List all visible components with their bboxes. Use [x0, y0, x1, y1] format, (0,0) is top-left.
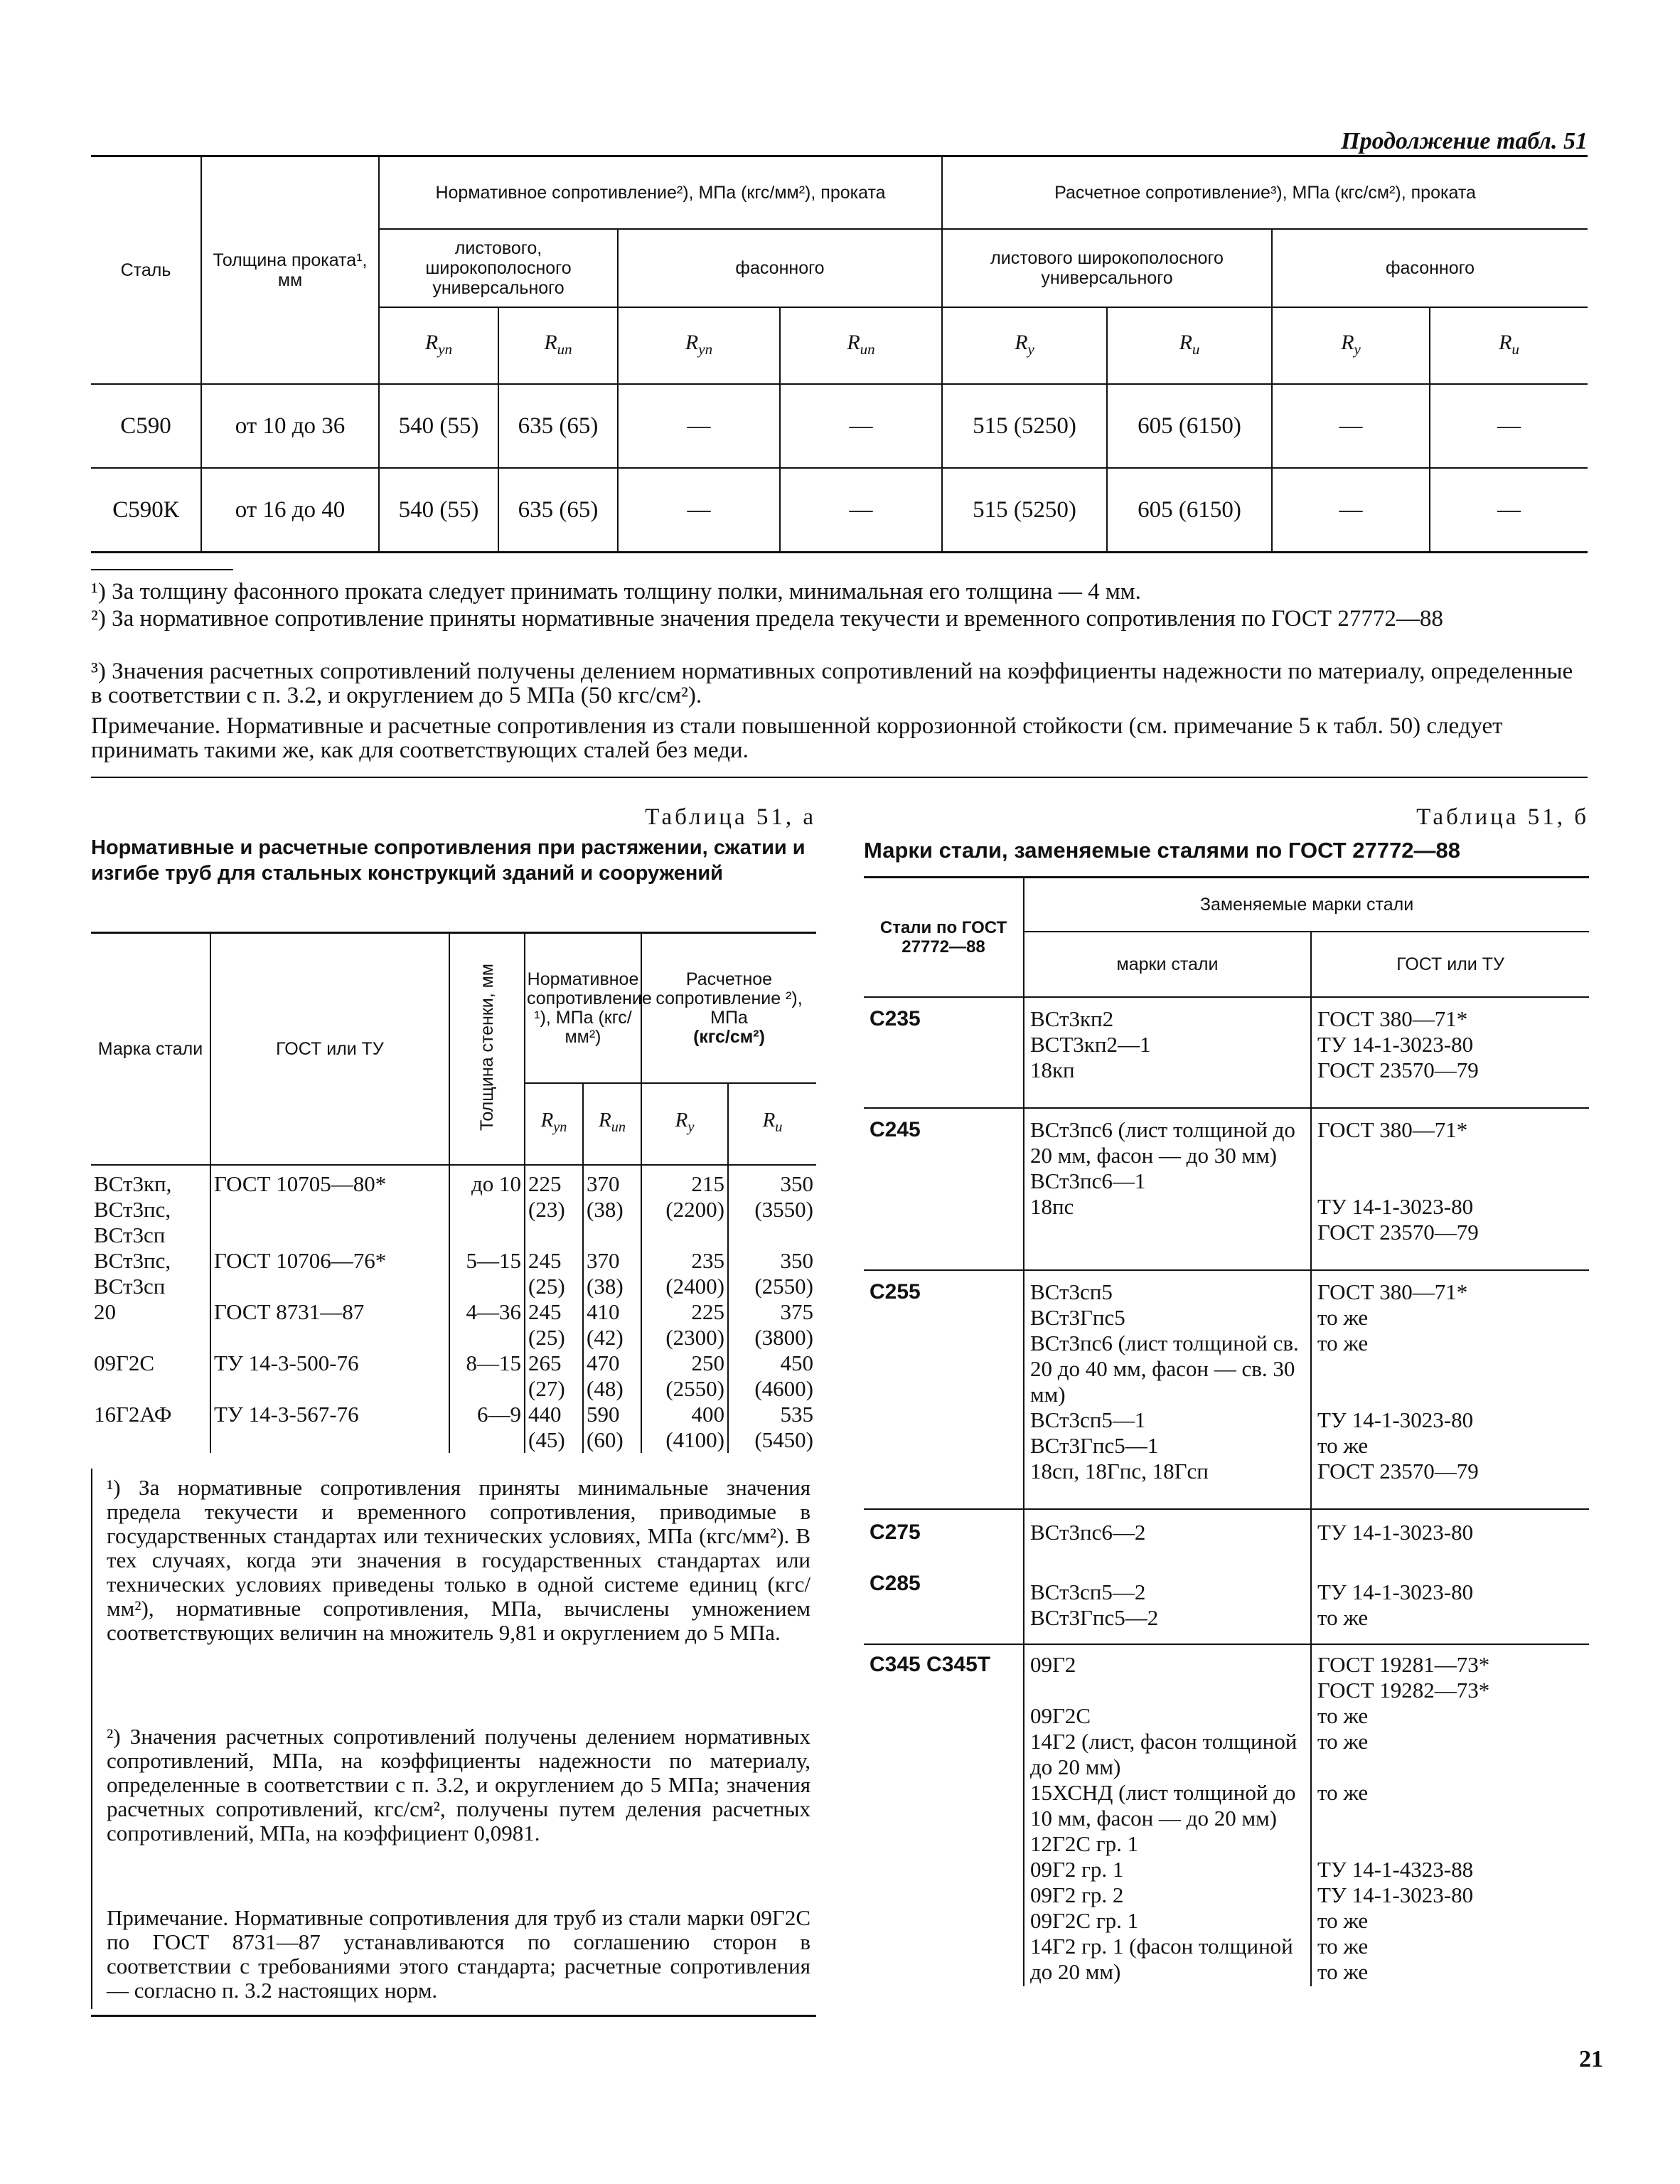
design-units: (кгс/см²): [693, 1026, 765, 1047]
cell-ru-sheet: 605 (6150): [1107, 468, 1272, 553]
symbol-r: R: [1015, 330, 1028, 354]
standard-line: ТУ 14-1-3023-80: [1317, 1520, 1474, 1545]
cell-ru-sheet: 605 (6150): [1107, 384, 1272, 468]
cell-steel: С275: [864, 1509, 1024, 1564]
design-label: Расчетное сопротивление ²), МПа: [656, 969, 803, 1028]
page-number: 21: [1579, 2046, 1603, 2072]
cell-ru-shaped: —: [1430, 468, 1588, 553]
grade-line: 14Г2 гр. 1 (фасон толщиной до 20 мм): [1030, 1934, 1293, 1984]
cell-ry: 400 (4100): [641, 1402, 728, 1453]
col-wall: [449, 933, 525, 1166]
grade-line: ВСт3кп2: [1030, 1006, 1114, 1031]
cell-run-shaped: —: [780, 384, 942, 468]
grade-line: 18кп: [1030, 1058, 1075, 1082]
col-sheet-normative: листового, широкополосного универсального: [379, 229, 618, 307]
cell-standards: [1311, 1270, 1589, 1509]
col-thickness: Толщина проката¹, мм: [201, 156, 379, 385]
grade-line: 12Г2С гр. 1: [1030, 1831, 1139, 1856]
grade-line: ВСт3сп5: [1030, 1279, 1113, 1304]
col-replaced: Заменяемые марки стали: [1024, 878, 1589, 932]
cell-steel: С245: [864, 1108, 1024, 1270]
cell-standard: ГОСТ 10706—76*: [210, 1248, 449, 1299]
symbol-r: R: [685, 330, 699, 354]
cell-ryn: 265 (27): [525, 1351, 583, 1402]
cell-grade: ВСт3кп, ВСт3пс, ВСт3сп: [94, 1171, 172, 1247]
grade-line: 09Г2 гр. 1: [1030, 1857, 1124, 1882]
cell-grade: 20: [94, 1299, 116, 1324]
col-standard: ГОСТ или ТУ: [210, 933, 449, 1166]
cell-ryn: 225 (23): [525, 1165, 583, 1248]
col-ryn-shaped: [618, 307, 780, 384]
col-sheet-design: листового широкополосного универсального: [942, 229, 1272, 307]
col-ryn: [525, 1083, 583, 1165]
standard-spacer: [1317, 1356, 1583, 1407]
symbol-sub: u: [1512, 340, 1519, 358]
col-ryn-sheet: [379, 307, 498, 384]
cell-ry: 225 (2300): [641, 1299, 728, 1351]
col-grades: марки стали: [1024, 932, 1311, 997]
col-ru-sheet: [1107, 307, 1272, 384]
standard-line: то же: [1317, 1305, 1369, 1330]
standard-line: ГОСТ 380—71*: [1317, 1279, 1468, 1304]
standard-line: то же: [1317, 1729, 1369, 1754]
cell-ru: 535 (5450): [728, 1402, 816, 1453]
table-51b: [864, 876, 1589, 1986]
table51a-note-remark: Примечание. Нормативные сопротивления для труб из стали марки 09Г2С по ГОСТ 8731—87 устанавливаются по соглашению сторон в соответствии с требованиями этого стандарта; расчетные сопротивления — согласно п. 3.2 настоящих норм.: [107, 1905, 810, 2003]
col-steel: Сталь: [91, 156, 201, 385]
cell-grades: [1024, 1564, 1311, 1644]
grade-line: ВСт3сп5—1: [1030, 1407, 1146, 1432]
standard-spacer: [1317, 1754, 1583, 1780]
cell-ry-shaped: —: [1272, 384, 1430, 468]
cell-standards: [1311, 1564, 1589, 1644]
cell-standards: [1311, 997, 1589, 1108]
cell-standards: [1311, 1108, 1589, 1270]
cell-run: 370 (38): [583, 1248, 641, 1299]
grade-line: 09Г2С гр. 1: [1030, 1908, 1139, 1933]
cell-steel: С590: [91, 384, 201, 468]
cell-steel: С285: [870, 1572, 921, 1595]
footnote-rule: [91, 569, 233, 570]
grade-line: 09Г2: [1030, 1652, 1076, 1677]
cell-ryn-shaped: —: [618, 468, 780, 553]
table51-note-2: ²) За нормативное сопротивление приняты нормативные значения предела текучести и временного сопротивления по ГОСТ 27772—88: [91, 606, 1443, 632]
col-steel: Стали по ГОСТ 27772—88: [879, 918, 1007, 957]
standard-line: то же: [1317, 1908, 1369, 1933]
standard-line: ТУ 14-1-3023-80: [1317, 1032, 1474, 1057]
symbol-r: R: [540, 1109, 554, 1132]
table51a-notes-border: [91, 1469, 92, 2009]
table-row: [864, 1509, 1589, 1564]
cell-grades: [1024, 1509, 1311, 1564]
cell-ryn-sheet: 540 (55): [379, 468, 498, 553]
standard-line: ТУ 14-1-3023-80: [1317, 1882, 1474, 1907]
standard-line: ГОСТ 19282—73*: [1317, 1678, 1490, 1703]
cell-grade: ВСт3пс, ВСт3сп: [94, 1248, 171, 1299]
table-row: [91, 1165, 816, 1248]
cell-standards: [1311, 1644, 1589, 1986]
cell-standard: ТУ 14-3-567-76: [210, 1402, 449, 1453]
col-ry-sheet: [942, 307, 1107, 384]
cell-ryn: 245 (25): [525, 1299, 583, 1351]
symbol-r: R: [1499, 330, 1512, 354]
cell-ru-shaped: —: [1430, 384, 1588, 468]
symbol-r: R: [424, 330, 439, 354]
table51a-bottom-rule: [91, 2015, 816, 2017]
cell-ryn: 245 (25): [525, 1248, 583, 1299]
standard-line: ГОСТ 19281—73*: [1317, 1652, 1490, 1677]
symbol-sub: yn: [438, 340, 453, 358]
symbol-sub: yn: [553, 1119, 567, 1135]
grade-line: 14Г2 (лист, фасон толщиной до 20 мм): [1030, 1729, 1298, 1779]
col-ry: [641, 1083, 728, 1165]
standard-line: ГОСТ 380—71*: [1317, 1117, 1468, 1142]
table-row: [864, 1270, 1589, 1509]
cell-thickness: от 16 до 40: [201, 468, 379, 553]
standard-line: ГОСТ 23570—79: [1317, 1220, 1479, 1245]
cell-grades: [1024, 1270, 1311, 1509]
section-divider: [91, 777, 1588, 778]
table51a-note-2: ²) Значения расчетных сопротивлений получены делением нормативных сопротивлений, МПа, на коэффициенты надежности по материалу, определенные в соответствии с п. 3.2, и округлением до 5 МПа; значения расчетных сопротивлений, кгс/см², получены путем деления расчетных сопротивлений, МПа, на коэффициент 0,0981.: [107, 1724, 810, 1845]
symbol-sub: un: [860, 340, 875, 358]
grade-line: 18пс: [1030, 1194, 1074, 1219]
col-run-shaped: [780, 307, 942, 384]
cell-steel: С235: [864, 997, 1024, 1108]
table-row: [864, 1644, 1589, 1986]
table51b-caption: [864, 804, 1589, 863]
continuation-title: Продолжение табл. 51: [1341, 128, 1588, 154]
col-shaped-normative: фасонного: [618, 229, 942, 307]
cell-run: 590 (60): [583, 1402, 641, 1453]
cell-ru: 350 (2550): [728, 1248, 816, 1299]
symbol-sub: y: [1354, 340, 1361, 358]
table51-note-3: ³) Значения расчетных сопротивлений получены делением нормативных сопротивлений на коэффициенты надежности по материалу, определенные в соответствии с п. 3.2, и округлением до 5 МПа (50 кгс/см²).: [91, 659, 1573, 708]
cell-run-sheet: 635 (65): [498, 468, 618, 553]
symbol-r: R: [1179, 330, 1192, 354]
standard-line: то же: [1317, 1780, 1369, 1805]
table-row: [91, 468, 1588, 553]
cell-run-shaped: —: [780, 468, 942, 553]
grade-line: ВСт3сп5—2: [1030, 1580, 1146, 1604]
cell-run-sheet: 635 (65): [498, 384, 618, 468]
symbol-r: R: [544, 330, 557, 354]
table-row: [864, 1108, 1589, 1270]
standard-spacer: [1317, 1143, 1583, 1194]
cell-ryn-sheet: 540 (55): [379, 384, 498, 468]
grade-line: ВСТ3кп2—1: [1030, 1032, 1151, 1057]
cell-run: 470 (48): [583, 1351, 641, 1402]
grade-line: ВСт3пс6—1: [1030, 1168, 1146, 1193]
standard-line: ТУ 14-1-3023-80: [1317, 1407, 1474, 1432]
col-design: Расчетное сопротивление³), МПа (кгс/см²), проката: [942, 156, 1588, 230]
cell-wall: 8—15: [449, 1351, 525, 1402]
standard-line: ТУ 14-1-3023-80: [1317, 1194, 1474, 1219]
grade-line: ВСт3пс6—2: [1030, 1520, 1146, 1545]
standard-line: ГОСТ 380—71*: [1317, 1006, 1468, 1031]
standard-line: то же: [1317, 1433, 1369, 1458]
table-row: [91, 1299, 816, 1351]
col-ry-shaped: [1272, 307, 1430, 384]
cell-ru: 450 (4600): [728, 1351, 816, 1402]
symbol-r: R: [847, 330, 860, 354]
cell-ry: 250 (2550): [641, 1351, 728, 1402]
cell-standards: [1311, 1509, 1589, 1564]
symbol-r: R: [599, 1109, 611, 1132]
table-row: [91, 384, 1588, 468]
table-row: [91, 1248, 816, 1299]
standard-line: то же: [1317, 1331, 1369, 1355]
grade-line: 09Г2С: [1030, 1703, 1091, 1728]
cell-ry-shaped: —: [1272, 468, 1430, 553]
standard-spacer: [1317, 1806, 1583, 1857]
cell-grade: 09Г2С: [94, 1351, 155, 1375]
table-row: [864, 997, 1589, 1108]
grade-line: 15ХСНД (лист толщиной до 10 мм, фасон — до 20 мм): [1030, 1780, 1296, 1831]
cell-steel: С590К: [112, 496, 179, 523]
col-ru-shaped: [1430, 307, 1588, 384]
cell-grade: 16Г2АФ: [94, 1402, 172, 1427]
col-design: [641, 933, 816, 1084]
grade-line: ВСт3Гпс5: [1030, 1305, 1125, 1330]
col-normative: Нормативное сопротивление ¹), МПа (кгс/мм²): [525, 933, 641, 1084]
symbol-sub: u: [775, 1119, 783, 1135]
standard-line: то же: [1317, 1934, 1369, 1959]
cell-thickness: от 10 до 36: [201, 384, 379, 468]
grade-line: ВСт3Гпс5—2: [1030, 1605, 1159, 1630]
standard-line: то же: [1317, 1959, 1369, 1984]
cell-run: 410 (42): [583, 1299, 641, 1351]
symbol-sub: un: [611, 1119, 626, 1135]
cell-ryn: 440 (45): [525, 1402, 583, 1453]
cell-steel: С345 С345Т: [864, 1644, 1024, 1986]
grade-line: ВСт3пс6 (лист толщиной до 20 мм, фасон — до 30 мм): [1030, 1117, 1295, 1168]
grade-line: 18сп, 18Гпс, 18Гсп: [1030, 1459, 1209, 1483]
cell-grades: [1024, 997, 1311, 1108]
standard-line: ГОСТ 23570—79: [1317, 1459, 1479, 1483]
symbol-r: R: [675, 1109, 688, 1132]
cell-ry: 215 (2200): [641, 1165, 728, 1248]
standard-line: то же: [1317, 1703, 1369, 1728]
col-normative: Нормативное сопротивление²), МПа (кгс/мм²), проката: [379, 156, 942, 230]
symbol-r: R: [1341, 330, 1354, 354]
grade-line: ВСт3Гпс5—1: [1030, 1433, 1159, 1458]
cell-wall: до 10: [449, 1165, 525, 1248]
cell-standard: ГОСТ 8731—87: [210, 1299, 449, 1351]
table-row: [864, 1564, 1589, 1644]
symbol-sub: yn: [698, 340, 713, 358]
symbol-sub: y: [687, 1119, 695, 1135]
table-row: [91, 1402, 816, 1453]
table-51a: [91, 932, 816, 1453]
symbol-sub: u: [1192, 340, 1200, 358]
cell-ry-sheet: 515 (5250): [942, 384, 1107, 468]
table51-note-remark: Примечание. Нормативные и расчетные сопротивления из стали повышенной коррозионной стойкости (см. примечание 5 к табл. 50) следует принимать такими же, как для соответствующих сталей без меди.: [91, 713, 1503, 763]
standard-line: ТУ 14-1-3023-80: [1317, 1580, 1474, 1604]
cell-wall: 4—36: [449, 1299, 525, 1351]
cell-ry-sheet: 515 (5250): [942, 468, 1107, 553]
cell-wall: 6—9: [449, 1402, 525, 1453]
grade-line: 09Г2 гр. 2: [1030, 1882, 1124, 1907]
col-run: [583, 1083, 641, 1165]
grade-spacer: [1030, 1678, 1305, 1703]
cell-ru: 375 (3800): [728, 1299, 816, 1351]
standard-line: то же: [1317, 1605, 1369, 1630]
cell-ru: 350 (3550): [728, 1165, 816, 1248]
cell-run: 370 (38): [583, 1165, 641, 1248]
cell-steel: С255: [864, 1270, 1024, 1509]
table-51: [91, 155, 1588, 553]
cell-grades: [1024, 1108, 1311, 1270]
table51a-label: Таблица 51, а: [645, 804, 816, 830]
cell-standard: ТУ 14-3-500-76: [210, 1351, 449, 1402]
table51-note-1: ¹) За толщину фасонного проката следует принимать толщину полки, минимальная его толщина — 4 мм.: [91, 579, 1141, 604]
cell-ryn-shaped: —: [618, 384, 780, 468]
table51a-title: Нормативные и расчетные сопротивления при растяжении, сжатии и изгибе труб для стальных конструкций зданий и сооружений: [91, 836, 806, 885]
standard-line: ТУ 14-1-4323-88: [1317, 1857, 1474, 1882]
cell-ry: 235 (2400): [641, 1248, 728, 1299]
cell-grades: [1024, 1644, 1311, 1986]
col-shaped-design: фасонного: [1272, 229, 1588, 307]
cell-standard: ГОСТ 10705—80*: [210, 1165, 449, 1248]
symbol-r: R: [762, 1109, 776, 1132]
symbol-sub: un: [557, 340, 572, 358]
standard-line: ГОСТ 23570—79: [1317, 1058, 1479, 1082]
col-run-sheet: [498, 307, 618, 384]
table51b-label: Таблица 51, б: [1416, 804, 1589, 830]
col-ru: [728, 1083, 816, 1165]
table-row: [91, 1351, 816, 1402]
cell-wall: 5—15: [449, 1248, 525, 1299]
table51a-note-1: ¹) За нормативные сопротивления приняты минимальные значения предела текучести и временного сопротивления, приводимые в государственных стандартах или технических условиях, МПа (кгс/мм²). В тех случаях, когда эти значения в государственных стандартах или технических условиях приведены только в одной системе единиц (кгс/мм²), нормативные сопротивления, МПа, вычислены умножением соответствующих величин на множитель 9,81 и округлением до 5 МПа.: [107, 1475, 810, 1645]
wall-label: Толщина стенки, мм: [476, 963, 497, 1131]
table51a-caption: [91, 804, 816, 886]
col-standard: ГОСТ или ТУ: [1311, 932, 1589, 997]
table51b-title: Марки стали, заменяемые сталями по ГОСТ 27772—88: [864, 838, 1460, 863]
col-grade: Марка стали: [91, 933, 210, 1166]
grade-line: ВСт3пс6 (лист толщиной св. 20 до 40 мм, фасон — св. 30 мм): [1030, 1331, 1299, 1407]
symbol-sub: y: [1027, 340, 1034, 358]
